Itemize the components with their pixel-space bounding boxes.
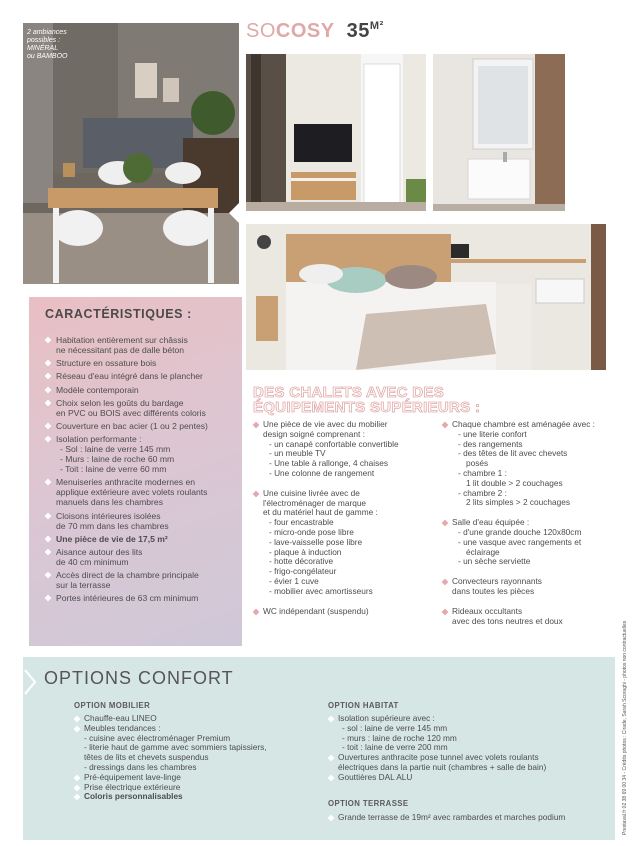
list-item [45,593,235,603]
item-line: - Murs : laine de roche 60 mm [60,454,175,465]
diamond-bullet-icon [45,360,52,367]
list-item [45,547,235,567]
item-line: l'électroménager de marque [263,497,367,508]
item-line: Ouvertures anthracite pose tunnel avec volets roulants [338,752,539,763]
title-cosy: COSY [275,20,335,42]
item-line: - frigo-congélateur [269,566,337,577]
list-item [45,398,235,418]
item-line: manuels dans les chambres [56,497,163,508]
item-line: ne nécessitant pas de dalle béton [56,345,185,355]
chevron-right-icon [23,669,37,695]
list-item [45,421,235,431]
list-item [45,335,235,355]
item-line: électriques dans la partie nuit (chambres + salle de bain) [338,761,547,772]
options-heading: OPTIONS CONFORT [44,668,234,688]
diamond-bullet-icon [442,422,449,429]
list-item [253,607,438,617]
features-right-column [442,420,612,636]
item-line: 2 lits simples > 2 couchages [466,497,570,508]
option-mobilier-heading: OPTION MOBILIER [74,701,151,710]
characteristics-panel [29,297,242,646]
item-line: Portes intérieures de 63 cm minimum [56,593,199,604]
list-item [253,489,438,597]
item-line: WC indépendant (suspendu) [263,605,369,616]
item-line: - sol : laine de verre 145 mm [342,722,448,733]
diamond-bullet-icon [45,399,52,406]
item-line: Accès direct de la chambre principale [56,570,199,581]
diamond-bullet-icon [328,774,335,781]
option-habitat-heading-wrap [328,701,399,710]
item-line: avec des tons neutres et doux [452,615,563,626]
list-item [45,385,235,395]
item-line: Une pièce de vie de 17,5 m² [56,533,168,544]
item-line: - murs : laine de roche 120 mm [342,732,457,743]
item-line: éclairage [466,546,500,557]
list-item [45,534,235,544]
diamond-bullet-icon [328,716,335,723]
list-item [45,434,235,474]
item-line: Couverture en bac acier (1 ou 2 pentes) [56,420,208,431]
item-line: - micro-onde pose libre [269,526,354,537]
characteristics-heading: CARACTÉRISTIQUES : [45,307,192,321]
item-line: applique extérieure avec volets roulants [56,487,208,498]
diamond-bullet-icon [45,548,52,555]
item-line: Une pièce de vie avec du mobilier [263,419,388,429]
diamond-bullet-icon [45,436,52,443]
diamond-bullet-icon [45,423,52,430]
item-line: Salle d'eau équipée : [452,517,530,528]
item-line: Meubles tendances : [84,722,161,733]
item-line: en PVC ou BOIS avec différents coloris [56,407,206,418]
list-item [442,420,612,508]
item-line: - Toit : laine de verre 60 mm [60,464,167,475]
caption-line: 2 ambiances [27,29,67,36]
list-item [253,420,438,479]
diamond-bullet-icon [328,755,335,762]
diamond-bullet-icon [45,386,52,393]
item-line: Prise électrique extérieure [84,781,181,792]
item-line: dans toutes les pièces [452,585,535,596]
caption-line: MINÉRAL [27,45,59,52]
item-line: Habitation entièrement sur châssis [56,335,188,345]
list-item [442,518,612,567]
item-line: - mobilier avec amortisseurs [269,585,373,596]
diamond-bullet-icon [253,608,260,615]
item-line: de 70 mm dans les chambres [56,520,169,531]
item-line: - une vasque avec rangements et [458,536,582,547]
caption-line: ou BAMBOO [27,53,68,60]
list-item [74,724,334,773]
item-line: - un sèche serviette [458,556,531,567]
option-terrasse-heading-wrap [328,799,409,808]
item-line: sur la terrasse [56,580,111,591]
diamond-bullet-icon [45,512,52,519]
features-heading-line: DES CHALETS AVEC DES [253,384,445,401]
list-item [442,607,612,627]
diamond-bullet-icon [74,716,81,723]
item-line: Coloris personnalisables [84,791,183,802]
item-line: - chambre 1 : [458,467,507,478]
item-line: - plaque à induction [269,546,342,557]
characteristics-list [45,335,235,606]
diamond-bullet-icon [45,373,52,380]
diamond-bullet-icon [253,422,260,429]
item-line: Chauffe-eau LINEO [84,713,157,723]
item-line: - hotte décorative [269,556,334,567]
option-habitat-list [328,714,610,783]
item-line: Modèle contemporain [56,384,139,395]
list-item [442,577,612,597]
features-heading [253,385,613,415]
list-item [328,813,610,823]
list-item [45,511,235,531]
item-line: Convecteurs rayonnants [452,576,542,587]
photo-living-room [23,23,239,284]
item-line: - lave-vaisselle pose libre [269,536,363,547]
diamond-bullet-icon [442,608,449,615]
item-line: Cloisons intérieures isolées [56,510,161,521]
item-line: têtes de lits et chevets suspendus [84,752,209,763]
item-line: - literie haut de gamme avec sommiers tapissiers, [84,742,267,753]
features-heading-line: ÉQUIPEMENTS SUPÉRIEURS : [253,399,481,416]
list-item [328,773,610,783]
item-line: Rideaux occultants [452,605,523,616]
item-line: design soigné comprenant : [263,428,365,439]
item-line: de 40 cm minimum [56,556,129,567]
title-size [347,20,384,42]
diamond-bullet-icon [45,595,52,602]
diamond-bullet-icon [74,784,81,791]
item-line: Menuiseries anthracite modernes en [56,477,196,488]
diamond-bullet-icon [74,725,81,732]
title-so: SO [246,20,276,42]
item-line: 1 lit double > 2 couchages [466,477,563,488]
item-line: Isolation performante : [56,434,142,445]
item-line: - évier 1 cuve [269,575,319,586]
list-item [45,477,235,507]
photo-credit: Prestaval.fr 02 38 69 00 34 - Crédits photos : Cirade, Sarah Scoraghi - photos non contractuelles [622,620,628,835]
item-line: Réseau d'eau intégré dans le plancher [56,371,203,382]
item-line: - d'une grande douche 120x80cm [458,526,582,537]
photo-tv-area [246,54,426,211]
options-panel [23,657,615,840]
item-line: Isolation supérieure avec : [338,713,435,723]
diamond-bullet-icon [253,490,260,497]
item-line: - un canapé confortable convertible [269,438,399,449]
item-line: Gouttières DAL ALU [338,771,413,782]
item-line: Chaque chambre est aménagée avec : [452,419,595,429]
diamond-bullet-icon [442,520,449,527]
diamond-bullet-icon [45,572,52,579]
item-line: - dressings dans les chambres [84,761,197,772]
item-line: - des rangements [458,438,523,449]
option-habitat-heading: OPTION HABITAT [328,701,399,710]
item-line: - une literie confort [458,428,527,439]
list-item [45,371,235,381]
item-line: - des têtes de lit avec chevets [458,448,568,459]
option-terrasse-list [328,813,610,823]
item-line: Structure en ossature bois [56,358,157,369]
list-item [45,358,235,368]
list-item [328,714,610,753]
item-line: - four encastrable [269,517,334,528]
photo-caption [27,29,102,61]
option-mobilier-heading-wrap [74,701,150,710]
title-size-value: 35 [346,20,370,42]
option-terrasse-heading: OPTION TERRASSE [328,799,409,808]
item-line: - Une colonne de rangement [269,467,375,478]
diamond-bullet-icon [74,794,81,801]
item-line: Choix selon les goûts du bardage [56,397,184,408]
diamond-bullet-icon [45,535,52,542]
diamond-bullet-icon [74,774,81,781]
item-line: - toit : laine de verre 200 mm [342,742,448,753]
item-line: Une cuisine livrée avec de [263,487,360,498]
list-item [45,570,235,590]
item-line: Aisance autour des lits [56,546,143,557]
list-item [74,792,334,802]
item-line: - cuisine avec électroménager Premium [84,732,231,743]
item-line: - un meuble TV [269,448,326,459]
option-mobilier-list [74,714,334,802]
diamond-bullet-icon [45,479,52,486]
diamond-bullet-icon [45,337,52,344]
item-line: - Une table à rallonge, 4 chaises [269,458,388,469]
list-item [328,753,610,773]
item-line: posés [466,458,489,469]
diamond-bullet-icon [328,815,335,822]
photo-bedroom [246,224,606,370]
page-title [246,20,384,43]
features-left-column [253,420,438,626]
diamond-bullet-icon [442,579,449,586]
item-line: - Sol : laine de verre 145 mm [60,444,171,455]
item-line: Grande terrasse de 19m² avec rambardes et marches podium [338,812,566,822]
photo-bathroom [433,54,565,211]
item-line: et du matériel haut de gamme : [263,507,378,518]
item-line: Pré-équipement lave-linge [84,771,181,782]
title-size-unit: M² [369,20,384,32]
item-line: - chambre 2 : [458,487,507,498]
caption-line: possibles : [27,37,61,44]
